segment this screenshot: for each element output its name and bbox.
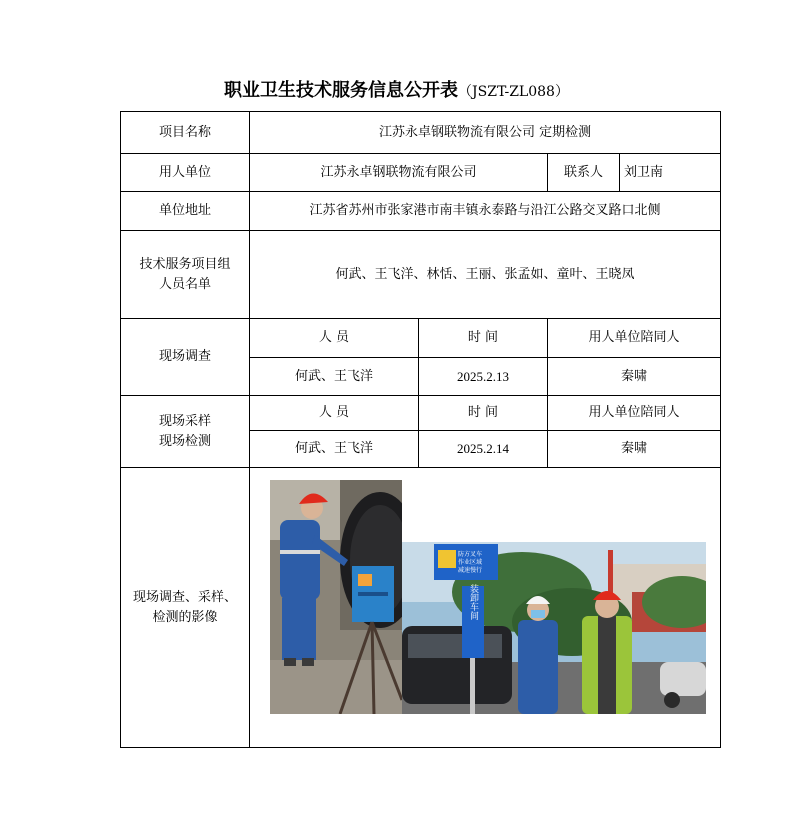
photo-sampling-worker [270, 480, 402, 714]
page-title [0, 76, 793, 102]
survey-people: 何武、王飞洋 [250, 358, 419, 396]
row-sampling-header [121, 396, 721, 431]
photo-site-survey [402, 542, 706, 714]
sampling-label-line1: 现场采样 [158, 413, 211, 429]
sampling-label-line2: 现场检测 [158, 433, 211, 449]
project-label: 项目名称 [121, 112, 250, 154]
title-code: （JSZT-ZL088） [458, 84, 569, 100]
survey-header-people: 人 员 [250, 319, 419, 358]
address-value: 江苏省苏州市张家港市南丰镇永泰路与沿江公路交叉路口北侧 [250, 192, 721, 231]
row-project [121, 112, 721, 154]
sign-vertical: 装卸车间 [468, 584, 478, 620]
row-survey-header [121, 319, 721, 358]
sampling-label [121, 396, 250, 468]
sign-line3: 减速慢行 [458, 567, 483, 574]
images-label-line1: 现场调查、采样、 [132, 589, 237, 605]
contact-value: 刘卫南 [620, 154, 721, 192]
row-images [121, 468, 721, 748]
address-label: 单位地址 [121, 192, 250, 231]
employer-value: 江苏永卓钢联物流有限公司 [250, 154, 548, 192]
project-value: 江苏永卓钢联物流有限公司 定期检测 [250, 112, 721, 154]
sampling-header-time: 时 间 [419, 396, 548, 431]
team-label-line2: 人员名单 [158, 276, 211, 292]
sampling-header-escort: 用人单位陪同人 [548, 396, 721, 431]
title-text: 职业卫生技术服务信息公开表 [224, 80, 459, 101]
row-address [121, 192, 721, 231]
sign-line2: 作业区域 [458, 559, 483, 566]
employer-label: 用人单位 [121, 154, 250, 192]
survey-header-time: 时 间 [419, 319, 548, 358]
team-label-line1: 技术服务项目组 [139, 256, 231, 272]
images-label [121, 468, 250, 748]
survey-label: 现场调查 [121, 319, 250, 396]
survey-escort: 秦啸 [548, 358, 721, 396]
survey-header-escort: 用人单位陪同人 [548, 319, 721, 358]
photos-container [250, 468, 720, 728]
row-team [121, 231, 721, 319]
images-cell [250, 468, 721, 748]
contact-label: 联系人 [548, 154, 620, 192]
images-label-line2: 检测的影像 [152, 609, 218, 625]
sampling-time: 2025.2.14 [419, 431, 548, 468]
info-table [120, 111, 721, 748]
team-label [121, 231, 250, 319]
row-employer [121, 154, 721, 192]
sampling-people: 何武、王飞洋 [250, 431, 419, 468]
sampling-header-people: 人 员 [250, 396, 419, 431]
sign-line1: 防方叉车 [458, 551, 483, 558]
sampling-escort: 秦啸 [548, 431, 721, 468]
team-value: 何武、王飞洋、林恬、王丽、张孟如、童叶、王晓凤 [250, 231, 721, 319]
survey-time: 2025.2.13 [419, 358, 548, 396]
